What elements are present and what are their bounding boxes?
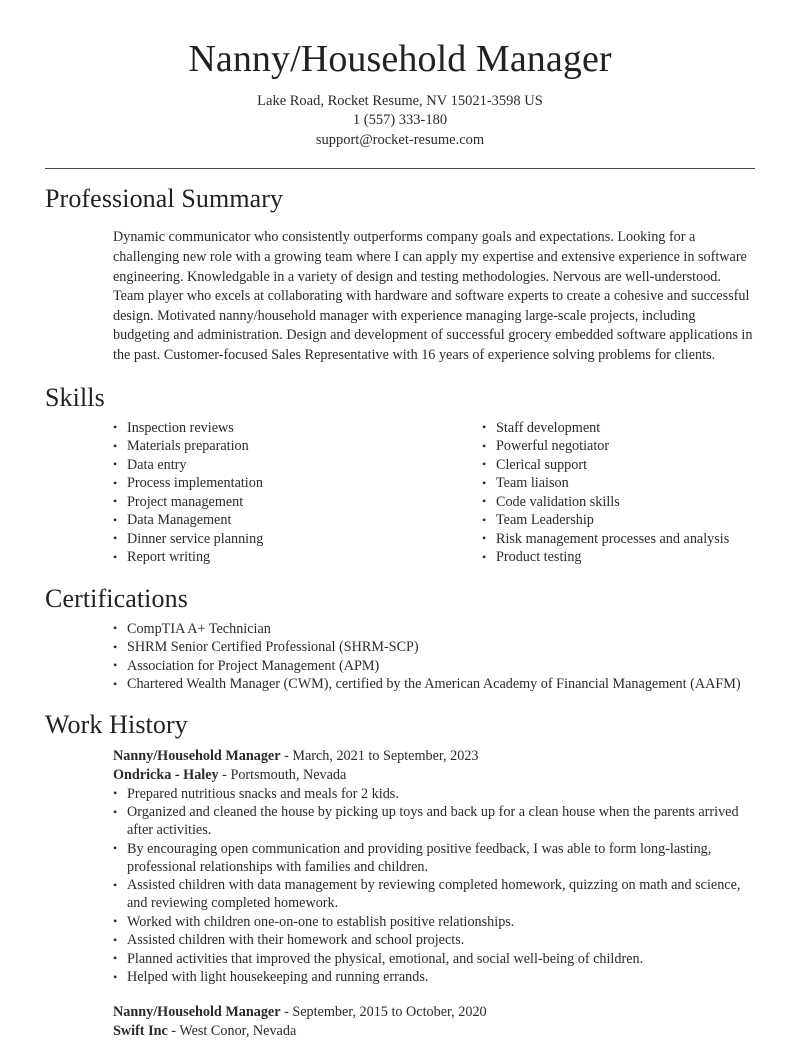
skills-list-right <box>482 419 755 567</box>
skill-item: • Team Leadership <box>482 511 755 529</box>
skill-item: • Code validation skills <box>482 493 755 511</box>
section-certifications <box>45 583 755 694</box>
skill-item: • Risk management processes and analysis <box>482 530 755 548</box>
job-location: - Portsmouth, Nevada <box>218 766 347 783</box>
skill-item: • Inspection reviews <box>113 419 434 437</box>
skill-item: • Clerical support <box>482 456 755 474</box>
work-history-entry <box>45 1003 755 1041</box>
skill-item: • Dinner service planning <box>113 530 434 548</box>
job-bullet: • Assisted children with their homework and school projects. <box>113 931 755 949</box>
job-location: - West Conor, Nevada <box>167 1023 297 1040</box>
job-company-line <box>113 1022 755 1041</box>
section-skills <box>45 382 755 567</box>
skill-item: • Powerful negotiator <box>482 437 755 455</box>
summary-paragraph: Dynamic communicator who consistently outperforms company goals and expectations. Looking for a challenging new role with a growing team where I can apply my expertise and extensive experience in software engineering. Knowledgable in a variety of design and testing methodologies. Nervous are well-understood. Team player who excels at collaborating with hardware and software experts to create a cohesive and successful design. Motivated nanny/household manager with experience managing large-scale projects, including budgeting and administration. Design and development of successful grocery embedded software applications in the past. Customer-focused Sales Representative with 16 years of experience solving problems for clients. <box>113 229 753 363</box>
job-bullet: • By encouraging open communication and providing positive feedback, I was able to form long-lasting, professional relationships with families and children. <box>113 840 755 876</box>
job-bullet: • Prepared nutritious snacks and meals for 2 kids. <box>113 785 755 803</box>
skills-list-left <box>113 419 434 567</box>
job-bullet-list <box>113 785 755 987</box>
skill-item: • Data entry <box>113 456 434 474</box>
certification-item: • Chartered Wealth Manager (CWM), certified by the American Academy of Financial Management (AAFM) <box>113 675 755 693</box>
job-bullet: • Helped with light housekeeping and running errands. <box>113 968 755 986</box>
work-history-entry <box>45 747 755 987</box>
certification-item: • CompTIA A+ Technician <box>113 620 755 638</box>
certifications-list <box>113 620 755 694</box>
skill-item: • Materials preparation <box>113 437 434 455</box>
job-dates: - September, 2015 to October, 2020 <box>280 1004 487 1021</box>
section-work-history <box>45 709 755 1041</box>
skills-column-right <box>434 419 755 567</box>
skill-item: • Report writing <box>113 548 434 566</box>
job-title-line <box>113 747 755 766</box>
skills-column-left <box>113 419 434 567</box>
contact-email: support@rocket-resume.com <box>315 131 485 148</box>
job-dates: - March, 2021 to September, 2023 <box>280 747 479 764</box>
section-heading-work-history: Work History <box>45 710 188 740</box>
job-bullet: • Assisted children with data management by reviewing completed homework, quizzing on math and science, and reviewing completed homework. <box>113 876 755 912</box>
skill-item: • Data Management <box>113 511 434 529</box>
skill-item: • Staff development <box>482 419 755 437</box>
header-divider <box>45 168 755 169</box>
section-professional-summary <box>45 183 755 366</box>
section-heading-summary: Professional Summary <box>45 184 284 214</box>
section-heading-certifications: Certifications <box>45 583 188 613</box>
work-history-jobs <box>45 747 755 1041</box>
skill-item: • Process implementation <box>113 474 434 492</box>
skill-item: • Product testing <box>482 548 755 566</box>
contact-info <box>45 92 755 151</box>
page-title: Nanny/Household Manager <box>188 38 612 80</box>
job-company: Ondricka - Haley <box>113 766 219 783</box>
job-title: Nanny/Household Manager <box>113 1004 281 1021</box>
contact-phone: 1 (557) 333-180 <box>352 112 448 129</box>
job-bullet: • Organized and cleaned the house by picking up toys and back up for a clean house when the parents arrived after activities. <box>113 803 755 839</box>
job-bullet: • Planned activities that improved the physical, emotional, and social well-being of children. <box>113 950 755 968</box>
section-heading-skills: Skills <box>45 382 105 412</box>
job-title-line <box>113 1003 755 1022</box>
job-company-line <box>113 766 755 785</box>
skill-item: • Project management <box>113 493 434 511</box>
certification-item: • Association for Project Management (APM) <box>113 657 755 675</box>
job-bullet: • Worked with children one-on-one to establish positive relationships. <box>113 913 755 931</box>
skills-columns <box>45 419 755 567</box>
job-title: Nanny/Household Manager <box>113 747 281 764</box>
contact-address: Lake Road, Rocket Resume, NV 15021-3598 US <box>257 92 543 109</box>
skill-item: • Team liaison <box>482 474 755 492</box>
certification-item: • SHRM Senior Certified Professional (SHRM-SCP) <box>113 638 755 656</box>
job-company: Swift Inc <box>113 1023 168 1040</box>
